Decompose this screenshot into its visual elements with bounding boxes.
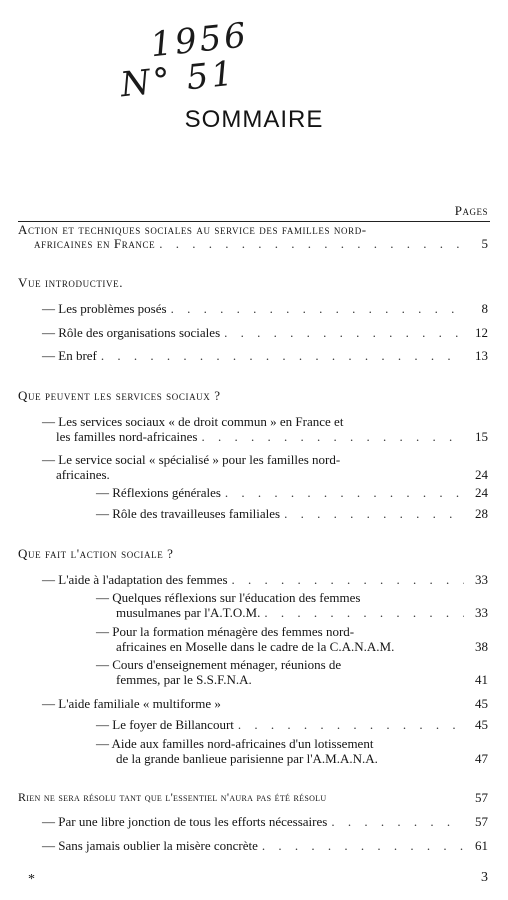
toc-entry: [56, 429, 488, 444]
entry-text: — Le foyer de Billancourt: [96, 717, 234, 732]
section-4-heading: Que fait l'action sociale ?: [18, 546, 174, 561]
page-number: 5: [481, 236, 488, 251]
entry-text: les familles nord-africaines: [56, 429, 198, 444]
page-number: 38: [475, 639, 488, 654]
entry-text: musulmanes par l'A.T.O.M.: [116, 605, 261, 620]
entry-text: de la grande banlieue parisienne par l'A.M.A.N.A.: [116, 751, 378, 766]
toc-entry: [42, 301, 488, 316]
page-number: 15: [475, 429, 488, 444]
entry-text: africaines.: [56, 467, 110, 482]
page-title: SOMMAIRE: [184, 106, 324, 133]
toc-entry: [116, 751, 488, 766]
leader-dots: [262, 838, 464, 853]
toc-entry: [116, 639, 488, 654]
page-number: 28: [475, 506, 488, 521]
section-1-line-1: Action et techniques sociales au service des familles nord-: [18, 222, 367, 237]
toc-entry: [116, 605, 488, 620]
leader-dots: [202, 429, 465, 444]
entry-text: — Par une libre jonction de tous les efforts nécessaires: [42, 814, 328, 829]
entry-text: — Rôle des travailleuses familiales: [96, 506, 281, 521]
page-number: 24: [475, 485, 488, 500]
toc-entry: [96, 485, 488, 500]
entry-text: Rien ne sera résolu tant que l'essentiel n'aura pas été résolu: [18, 790, 327, 804]
leader-dots: [331, 814, 464, 829]
leader-dots: [101, 348, 464, 363]
entry-text: africaines en Moselle dans le cadre de la C.A.N.A.M.: [116, 639, 395, 654]
section-2-heading: Vue introductive.: [18, 275, 124, 290]
toc-entry: [56, 467, 488, 482]
page-number: 33: [475, 605, 488, 620]
leader-dots: [264, 605, 464, 620]
section-1-entry: [34, 236, 488, 251]
leader-dots: [159, 236, 464, 251]
entry-text-line-1: — Pour la formation ménagère des femmes nord-: [96, 624, 355, 639]
page-number: 57: [475, 814, 488, 829]
entry-text-line-1: — Le service social « spécialisé » pour les familles nord-: [42, 452, 341, 467]
entry-text: — Réflexions générales: [96, 485, 221, 500]
entry-text: — Les problèmes posés: [42, 301, 167, 316]
toc-entry: [42, 572, 488, 587]
toc-entry: [42, 696, 488, 711]
handwritten-year: 1956: [148, 15, 251, 66]
toc-entry: [42, 325, 488, 340]
pages-column-header: Pages: [454, 203, 488, 218]
page-number: 12: [475, 325, 488, 340]
section-3-heading: Que peuvent les services sociaux ?: [18, 388, 221, 403]
entry-text-line-1: — Les services sociaux « de droit commun » en France et: [42, 414, 344, 429]
section-5-heading: [18, 790, 488, 805]
toc-entry: [42, 838, 488, 853]
page-number: 57: [475, 790, 488, 805]
leader-dots: [232, 572, 464, 587]
page-number: 41: [475, 672, 488, 687]
toc-entry: [42, 814, 488, 829]
toc-entry: [116, 672, 488, 687]
entry-text: — L'aide familiale « multiforme »: [42, 696, 221, 711]
leader-dots: [171, 301, 464, 316]
page-number: 45: [475, 696, 488, 711]
toc-entry: [96, 717, 488, 732]
footer-asterisk: *: [28, 872, 35, 887]
page-number: 33: [475, 572, 488, 587]
leader-dots: [284, 506, 464, 521]
entry-text: femmes, par le S.S.F.N.A.: [116, 672, 252, 687]
page-number: 47: [475, 751, 488, 766]
section-1-line-2: africaines en France: [34, 236, 156, 251]
toc-entry: [42, 348, 488, 363]
page-number: 8: [481, 301, 488, 316]
entry-text-line-1: — Aide aux familles nord-africaines d'un lotissement: [96, 736, 374, 751]
page-number: 61: [475, 838, 488, 853]
entry-text: — En bref: [42, 348, 97, 363]
handwritten-issue-number: N° 51: [118, 53, 238, 106]
page-number: 13: [475, 348, 488, 363]
leader-dots: [238, 717, 464, 732]
page-number: 24: [475, 467, 488, 482]
entry-text: — Rôle des organisations sociales: [42, 325, 221, 340]
entry-text-line-1: — Cours d'enseignement ménager, réunions de: [96, 657, 342, 672]
leader-dots: [225, 485, 464, 500]
toc-entry: [96, 506, 488, 521]
entry-text: — L'aide à l'adaptation des femmes: [42, 572, 228, 587]
entry-text-line-1: — Quelques réflexions sur l'éducation des femmes: [96, 590, 361, 605]
footer-page-number: 3: [481, 870, 488, 885]
leader-dots: [224, 325, 464, 340]
page-number: 45: [475, 717, 488, 732]
entry-text: — Sans jamais oublier la misère concrète: [42, 838, 258, 853]
